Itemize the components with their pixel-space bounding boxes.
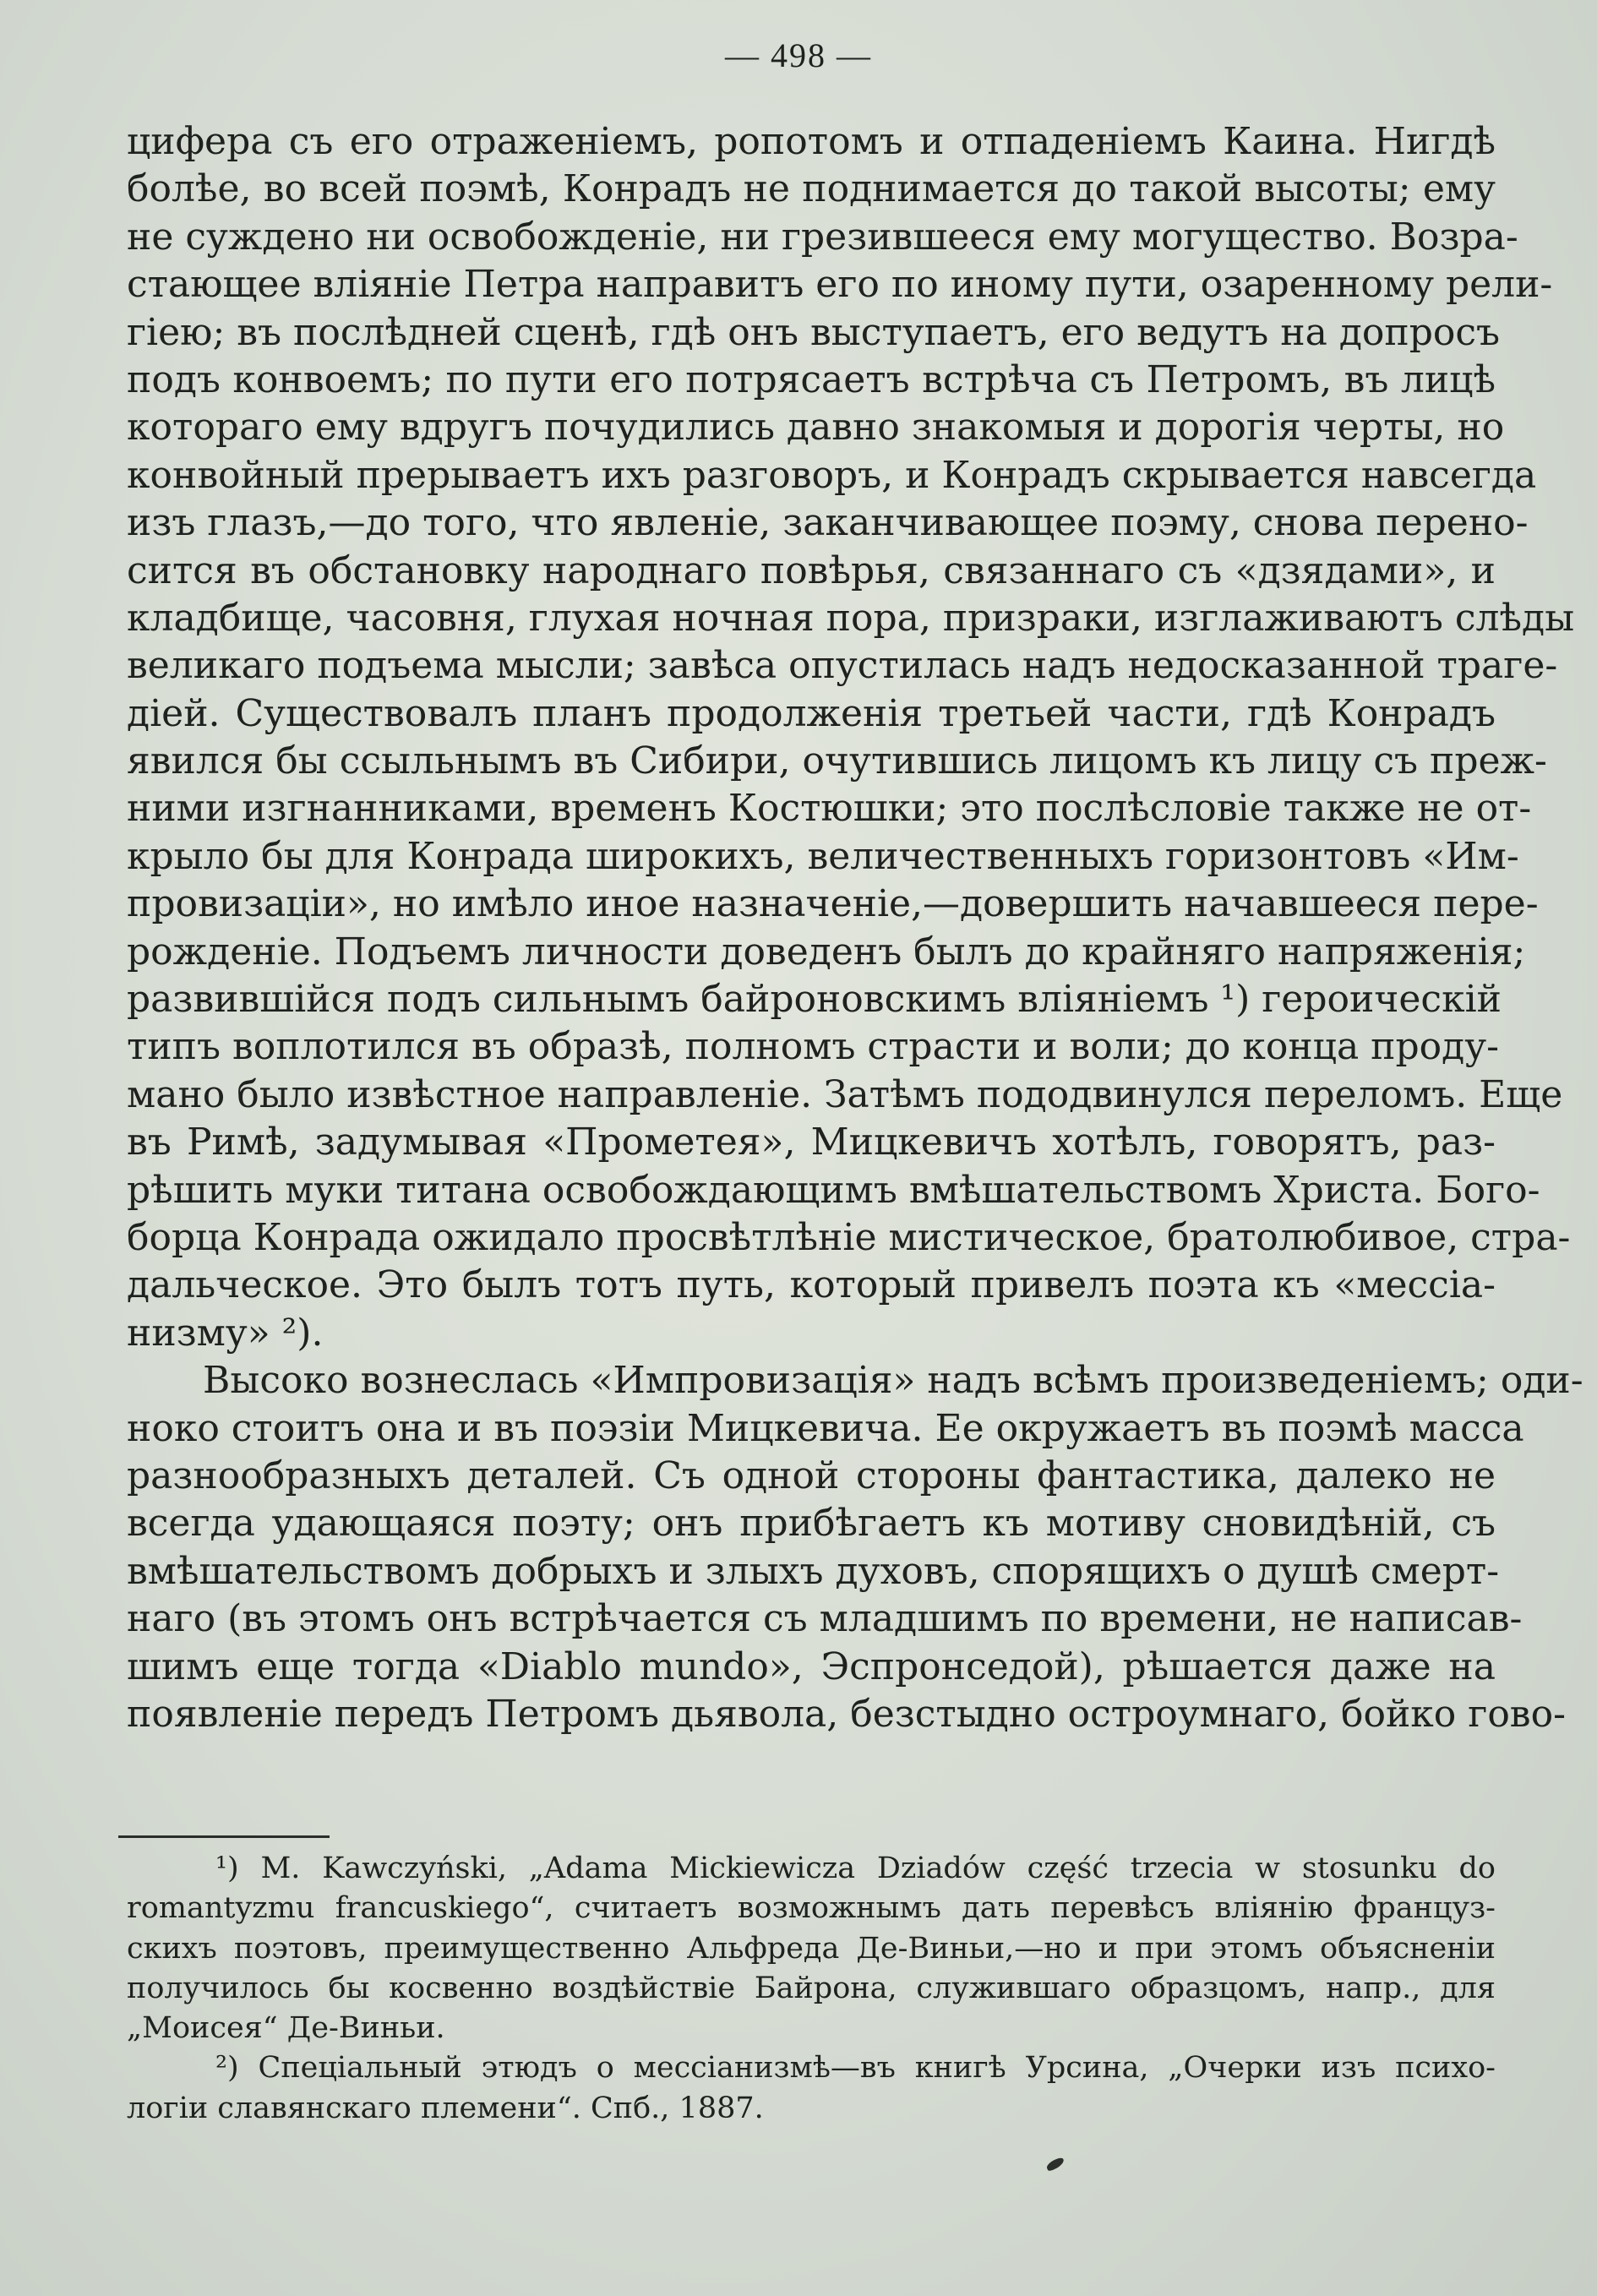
text-line: рожденіе. Подъемъ личности доведенъ былъ до крайняго напряженія; <box>127 930 1526 973</box>
text-line: явился бы ссыльнымъ въ Сибири, очутившись лицомъ къ лицу съ преж- <box>127 739 1547 783</box>
text-line: Высоко вознеслась «Импровизація» надъ всѣмъ произведеніемъ; оди- <box>203 1359 1583 1403</box>
ink-spot <box>1045 2157 1066 2172</box>
text-line: не суждено ни освобожденіе, ни грезившееся ему могущество. Возра- <box>127 215 1518 259</box>
text-line: шимъ еще тогда «Diablo mundo», Эспронседой), рѣшается даже на <box>127 1644 1496 1688</box>
text-line: ноко стоитъ она и въ поэзіи Мицкевича. Ее окружаетъ въ поэмѣ масса <box>127 1406 1524 1450</box>
text-line: котораго ему вдругъ почудились давно знакомыя и дорогія черты, но <box>127 406 1505 450</box>
text-line: гіею; въ послѣдней сценѣ, гдѣ онъ выступаетъ, его ведутъ на допросъ <box>127 310 1501 354</box>
text-line: наго (въ этомъ онъ встрѣчается съ младшимъ по времени, не написав- <box>127 1597 1523 1641</box>
text-line: развившійся подъ сильнымъ байроновскимъ вліяніемъ ¹) героическій <box>127 978 1502 1022</box>
text-line: сится въ обстановку народнаго повѣрья, связаннаго съ «дзядами», и <box>127 548 1496 592</box>
text-line: великаго подъема мысли; завѣса опустилась надъ недосказанной траге- <box>127 644 1558 688</box>
text-line: появленіе передъ Петромъ дьявола, безстыдно остроумнаго, бойко гово- <box>127 1692 1566 1736</box>
footnote-line: логіи славянскаго племени“. Спб., 1887. <box>127 2091 764 2125</box>
text-line: провизаціи», но имѣло иное назначеніе,—довершить начавшееся пере- <box>127 882 1539 926</box>
footnote-line: „Моисея“ Де-Виньи. <box>127 2011 445 2046</box>
text-line: низму» ²). <box>127 1311 324 1355</box>
text-line: конвойный прерываетъ ихъ разговоръ, и Конрадъ скрывается навсегда <box>127 453 1537 497</box>
footnote-line: скихъ поэтовъ, преимущественно Альфреда Де-Виньи,—но и при этомъ объясненіи <box>127 1931 1496 1966</box>
text-line: вмѣшательствомъ добрыхъ и злыхъ духовъ, спорящихъ о душѣ смерт- <box>127 1549 1500 1593</box>
text-line: рѣшить муки титана освобождающимъ вмѣшательствомъ Христа. Бого- <box>127 1168 1540 1212</box>
text-line: типъ воплотился въ образѣ, полномъ страсти и воли; до конца проду- <box>127 1025 1500 1069</box>
text-line: цифера съ его отраженіемъ, ропотомъ и отпаденіемъ Каина. Нигдѣ <box>127 120 1496 163</box>
text-line: борца Конрада ожидало просвѣтлѣніе мистическое, братолюбивое, стра- <box>127 1215 1571 1259</box>
text-line: діей. Существовалъ планъ продолженія третьей части, гдѣ Конрадъ <box>127 691 1496 735</box>
footnote-line: получилось бы косвенно воздѣйствіе Байрона, служившаго образцомъ, напр., для <box>127 1971 1496 2005</box>
text-line: крыло бы для Конрада широкихъ, величественныхъ горизонтовъ «Им- <box>127 834 1519 878</box>
text-line: изъ глазъ,—до того, что явленіе, заканчивающее поэму, снова перено- <box>127 501 1529 545</box>
text-line: подъ конвоемъ; по пути его потрясаетъ встрѣча съ Петромъ, въ лицѣ <box>127 357 1496 401</box>
text-line: кладбище, часовня, глухая ночная пора, призраки, изглаживаютъ слѣды <box>127 596 1575 640</box>
footnote-line: romantyzmu francuskiego“, считаетъ возможнымъ дать перевѣсъ вліянію француз- <box>127 1891 1496 1926</box>
text-line: дальческое. Это былъ тотъ путь, который привелъ поэта къ «мессіа- <box>127 1263 1496 1307</box>
main-text <box>127 118 1583 1738</box>
footnote-line: ¹) M. Kawczyński, „Adama Mickiewicza Dziadów część trzecia w stosunku do <box>215 1852 1496 1885</box>
text-line: въ Римѣ, задумывая «Прометея», Мицкевичъ хотѣлъ, говорятъ, раз- <box>127 1121 1496 1164</box>
text-line: болѣе, во всей поэмѣ, Конрадъ не поднимается до такой высоты; ему <box>127 167 1496 211</box>
page-number: — 498 — <box>725 36 872 74</box>
footnote-rule <box>118 1835 330 1838</box>
footnotes <box>127 1849 1496 2129</box>
text-line: мано было извѣстное направленіе. Затѣмъ пододвинулся переломъ. Еще <box>127 1072 1563 1116</box>
text-line: всегда удающаяся поэту; онъ прибѣгаетъ къ мотиву сновидѣній, съ <box>127 1502 1496 1546</box>
text-line: стающее вліяніе Петра направитъ его по иному пути, озаренному рели- <box>127 263 1553 307</box>
footnote-line: ²) Спеціальный этюдъ о мессіанизмѣ—въ книгѣ Урсина, „Очерки изъ психо- <box>215 2051 1496 2086</box>
text-line: разнообразныхъ деталей. Съ одной стороны фантастика, далеко не <box>127 1453 1496 1497</box>
text-line: ними изгнанниками, временъ Костюшки; это послѣсловіе также не от- <box>127 787 1532 831</box>
